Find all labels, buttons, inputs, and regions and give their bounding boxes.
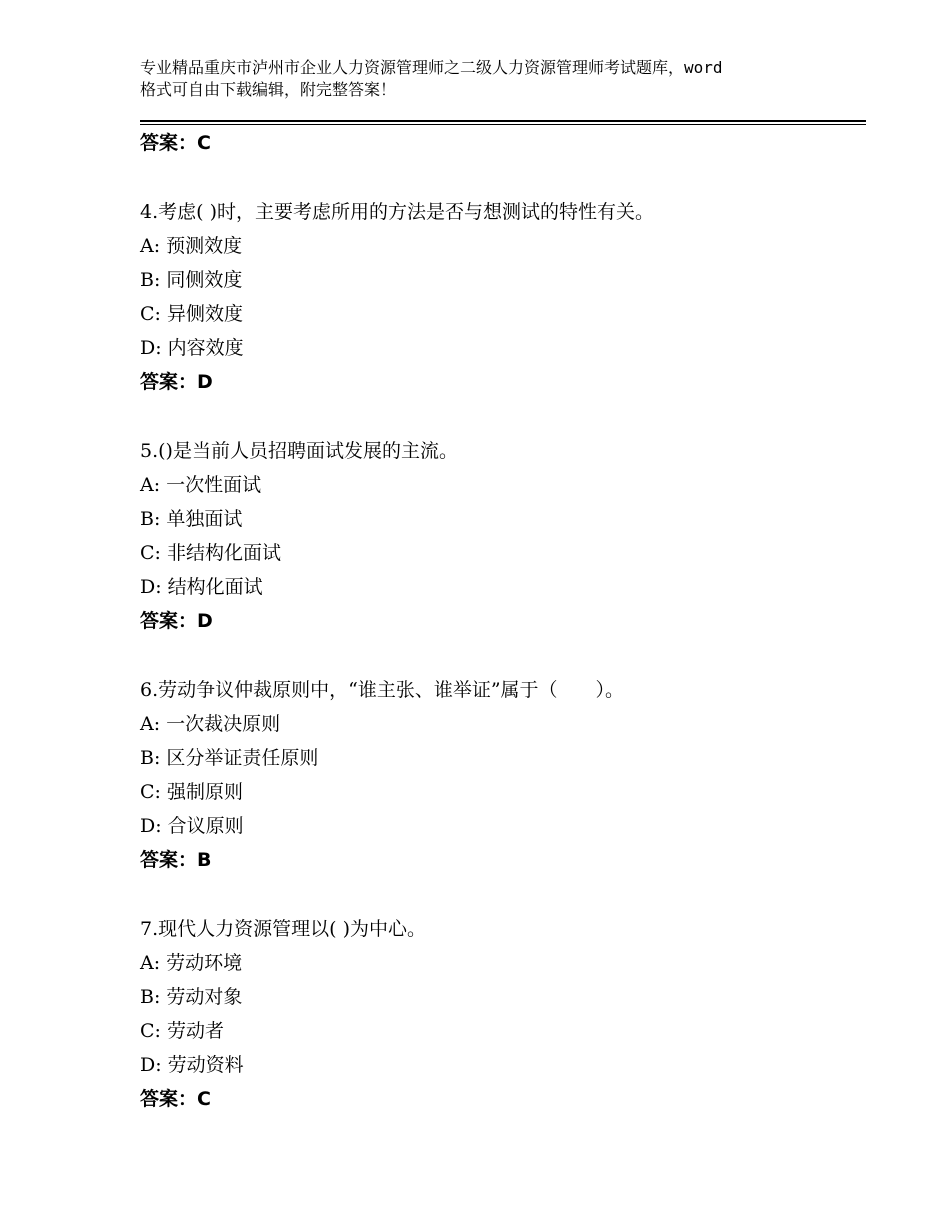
page-header: 专业精品重庆市泸州市企业人力资源管理师之二级人力资源管理师考试题库，word 格式可自由下载编辑，附完整答案！ [140,58,723,99]
option-d: D: 结构化面试 [140,576,263,598]
option-b: B: 劳动对象 [140,986,243,1008]
answer-line: 答案：C [140,132,211,154]
option-c: C: 非结构化面试 [140,542,281,564]
question-stem: 6.劳动争议仲裁原则中，“谁主张、谁举证”属于（ ）。 [140,679,625,701]
answer-line: 答案：D [140,371,213,393]
option-c: C: 劳动者 [140,1020,224,1042]
option-d: D: 劳动资料 [140,1054,244,1076]
option-b: B: 区分举证责任原则 [140,747,319,769]
option-a: A: 劳动环境 [140,952,243,974]
header-rule-thin [140,124,866,125]
answer-line: 答案：D [140,610,213,632]
question-stem: 4.考虑( )时，主要考虑所用的方法是否与想测试的特性有关。 [140,201,654,223]
option-c: C: 异侧效度 [140,303,243,325]
option-d: D: 内容效度 [140,337,244,359]
option-d: D: 合议原则 [140,815,244,837]
question-stem: 5.()是当前人员招聘面试发展的主流。 [140,440,458,462]
answer-line: 答案：B [140,849,212,871]
option-a: A: 预测效度 [140,235,243,257]
option-a: A: 一次性面试 [140,474,262,496]
option-b: B: 同侧效度 [140,269,243,291]
answer-line: 答案：C [140,1088,211,1110]
option-a: A: 一次裁决原则 [140,713,281,735]
option-b: B: 单独面试 [140,508,243,530]
option-c: C: 强制原则 [140,781,243,803]
question-stem: 7.现代人力资源管理以( )为中心。 [140,918,426,940]
header-rule-thick [140,120,866,122]
